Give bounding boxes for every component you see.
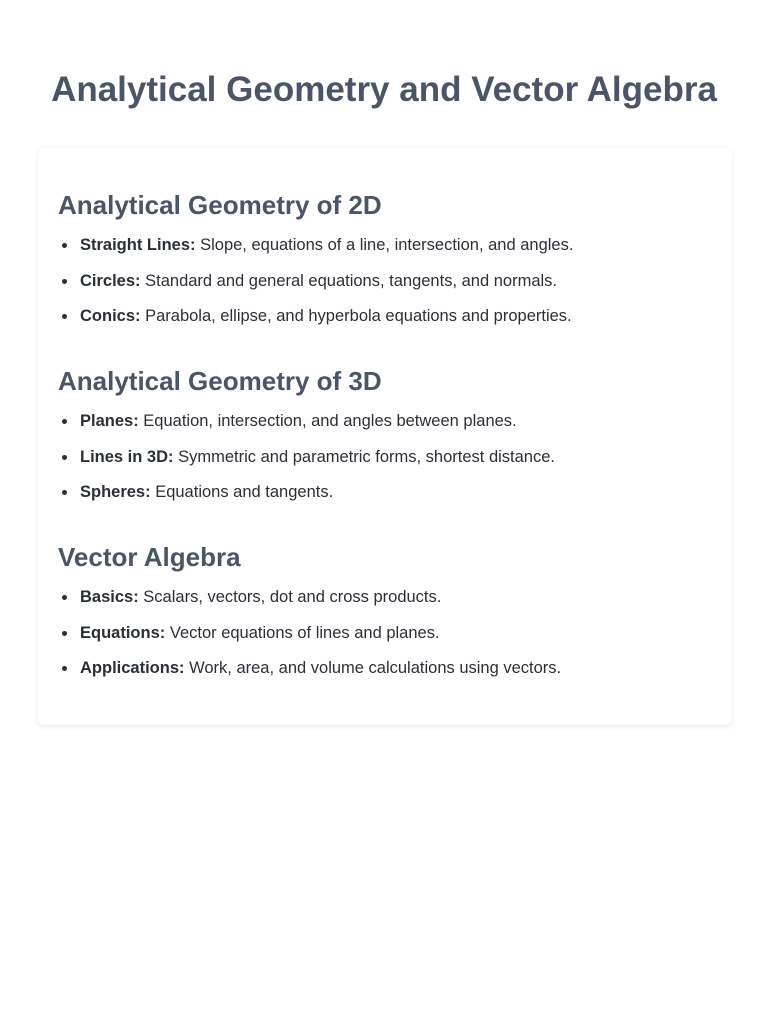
item-description: Scalars, vectors, dot and cross products.: [143, 588, 442, 606]
bullet-icon: [62, 631, 67, 636]
item-term: Planes:: [80, 412, 144, 430]
item-description: Equations and tangents.: [155, 483, 334, 501]
bullet-icon: [62, 490, 67, 495]
bullet-icon: [62, 595, 67, 600]
topic-list: [58, 586, 708, 693]
item-description: Slope, equations of a line, intersection, and angles.: [200, 236, 574, 254]
section-2d-geometry: [58, 188, 708, 325]
section-3d-geometry: [58, 364, 708, 501]
item-description: Vector equations of lines and planes.: [169, 623, 440, 642]
item-term: Straight Lines:: [80, 236, 201, 254]
section-title: Vector Algebra: [58, 542, 241, 572]
section-title: Analytical Geometry of 3D: [58, 366, 382, 396]
bullet-icon: [62, 666, 67, 671]
bullet-icon: [62, 455, 67, 460]
item-description: Parabola, ellipse, and hyperbola equations and properties.: [145, 307, 572, 325]
item-term: Lines in 3D:: [80, 447, 179, 466]
bullet-icon: [62, 314, 67, 319]
list-item: [58, 305, 708, 341]
item-term: Applications:: [80, 659, 190, 677]
list-item: [58, 622, 708, 658]
content-card: [38, 148, 732, 725]
item-description: Standard and general equations, tangents, and normals.: [145, 271, 557, 290]
item-description: Symmetric and parametric forms, shortest distance.: [178, 447, 555, 466]
item-term: Equations:: [80, 623, 170, 642]
bullet-icon: [62, 243, 67, 248]
list-item: [58, 586, 708, 622]
list-item: [58, 410, 708, 446]
item-description: Equation, intersection, and angles between planes.: [143, 412, 517, 430]
section-vector-algebra: [58, 540, 708, 677]
page-title: Analytical Geometry and Vector Algebra: [51, 70, 717, 109]
item-description: Work, area, and volume calculations using vectors.: [189, 659, 562, 677]
list-item: [58, 270, 708, 306]
list-item: [58, 657, 708, 693]
item-term: Circles:: [80, 271, 146, 290]
item-term: Basics:: [80, 588, 144, 606]
item-term: Conics:: [80, 307, 146, 325]
topic-list: [58, 234, 708, 341]
item-term: Spheres:: [80, 483, 156, 501]
list-item: [58, 446, 708, 482]
list-item: [58, 234, 708, 270]
bullet-icon: [62, 419, 67, 424]
section-title: Analytical Geometry of 2D: [58, 190, 382, 220]
topic-list: [58, 410, 708, 517]
bullet-icon: [62, 279, 67, 284]
list-item: [58, 481, 708, 517]
